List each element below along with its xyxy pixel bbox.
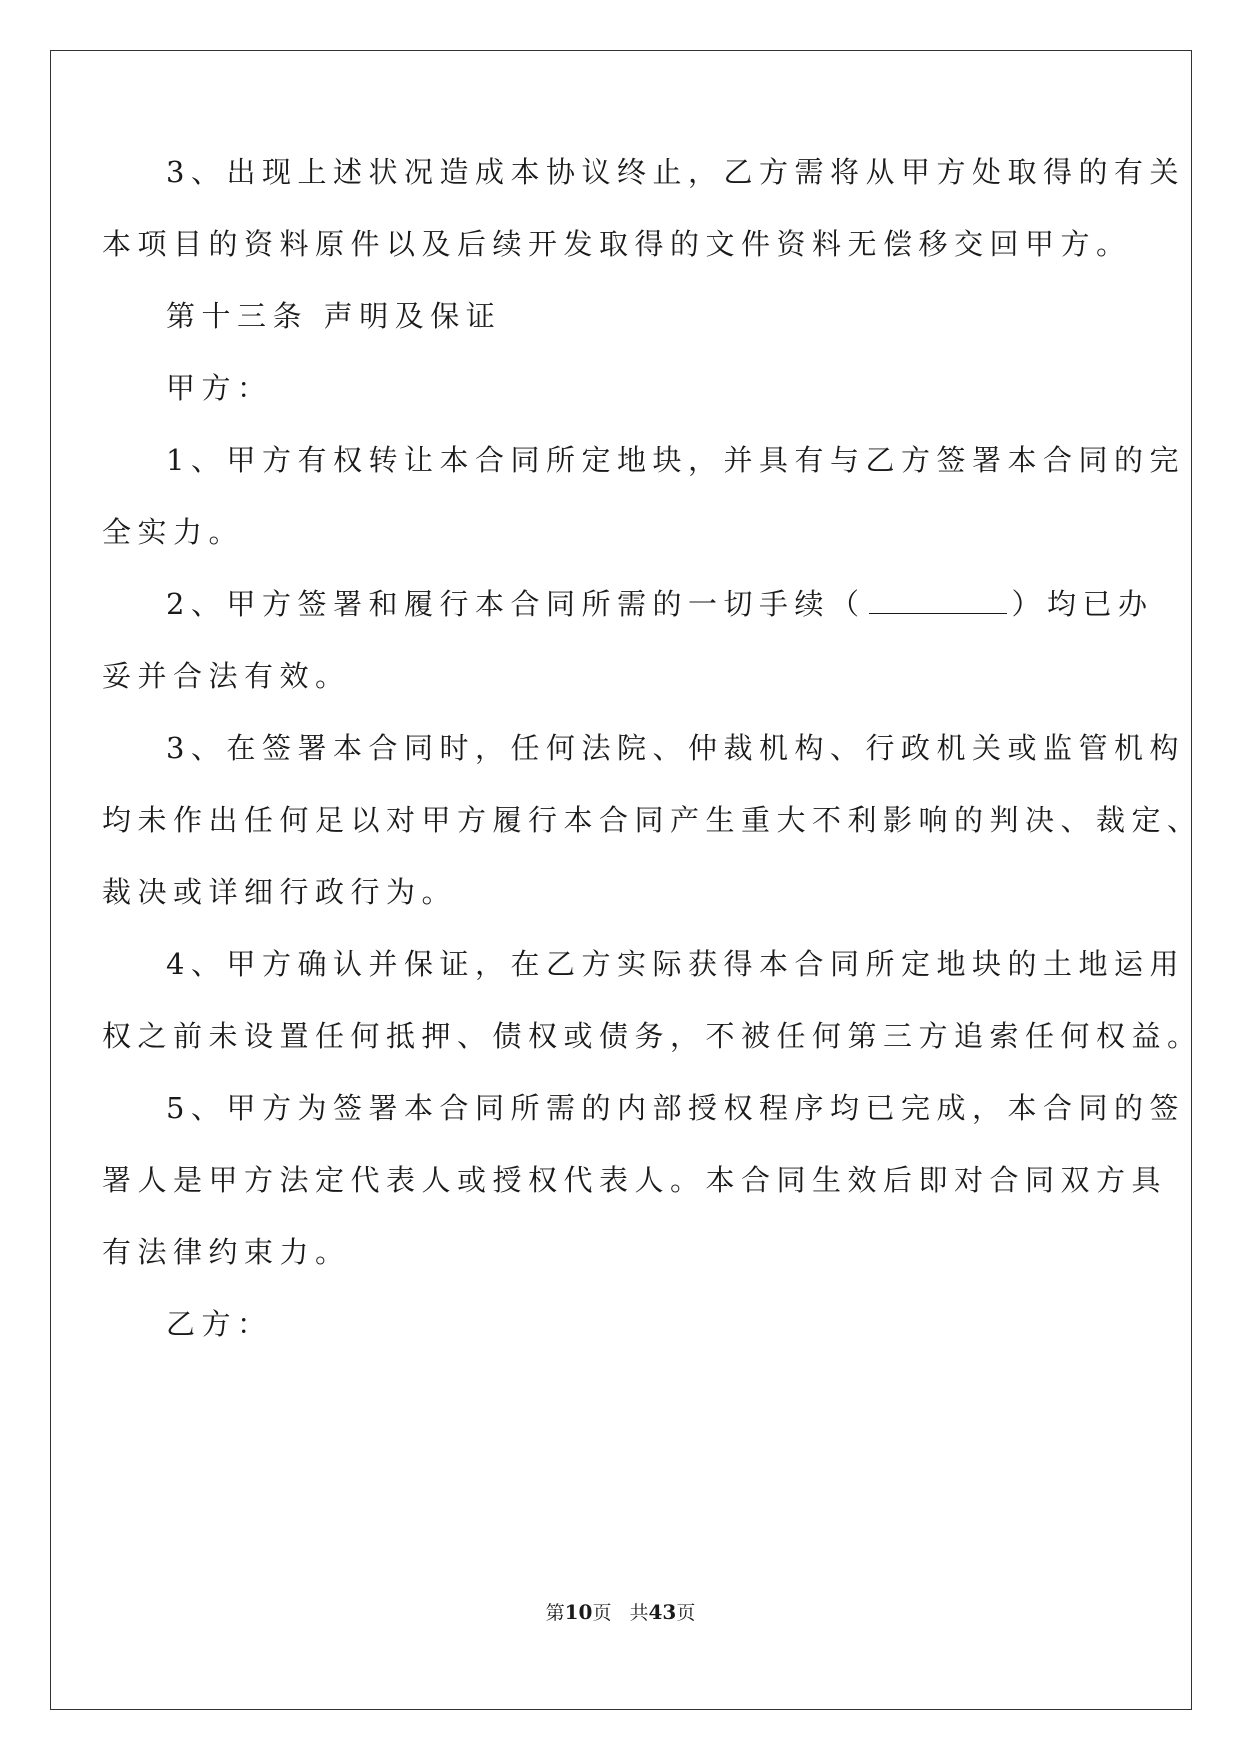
paragraph-line: 3、出现上述状况造成本协议终止，乙方需将从甲方处取得的有关 [166, 155, 1185, 189]
page-prefix: 第 [545, 1602, 565, 1624]
paragraph-line: 均未作出任何足以对甲方履行本合同产生重大不利影响的判决、裁定、 [102, 803, 1203, 837]
total-suffix: 页 [676, 1602, 696, 1624]
paragraph-line: 裁决或详细行政行为。 [102, 875, 458, 909]
party-heading: 乙方： [166, 1307, 273, 1341]
blank-field[interactable] [869, 587, 1007, 614]
section-heading: 第十三条 声明及保证 [166, 299, 502, 333]
paragraph-line [0, 584, 1241, 624]
page-number: 10 [564, 1600, 593, 1624]
page-suffix: 页 [592, 1602, 612, 1624]
paragraph-line: 妥并合法有效。 [102, 659, 351, 693]
party-heading: 甲方： [166, 371, 273, 405]
paragraph-line: 3、在签署本合同时，任何法院、仲裁机构、行政机关或监管机构 [166, 731, 1185, 765]
total-prefix: 共 [629, 1602, 649, 1624]
paragraph-line: 权之前未设置任何抵押、债权或债务，不被任何第三方追索任何权益。 [102, 1019, 1203, 1053]
page-footer [0, 1600, 1241, 1625]
paragraph-line: 全实力。 [102, 515, 245, 549]
paragraph-line: 1、甲方有权转让本合同所定地块，并具有与乙方签署本合同的完 [166, 443, 1185, 477]
paragraph-line: 本项目的资料原件以及后续开发取得的文件资料无偿移交回甲方。 [102, 227, 1132, 261]
paragraph-line: 署人是甲方法定代表人或授权代表人。本合同生效后即对合同双方具 [102, 1163, 1168, 1197]
paragraph-text: ）均已办 [1011, 587, 1154, 621]
total-pages: 43 [648, 1600, 677, 1624]
paragraph-line: 5、甲方为签署本合同所需的内部授权程序均已完成，本合同的签 [166, 1091, 1185, 1125]
paragraph-line: 有法律约束力。 [102, 1235, 351, 1269]
paragraph-line: 4、甲方确认并保证，在乙方实际获得本合同所定地块的土地运用 [166, 947, 1185, 981]
paragraph-text: 2、甲方签署和履行本合同所需的一切手续（ [166, 587, 866, 621]
